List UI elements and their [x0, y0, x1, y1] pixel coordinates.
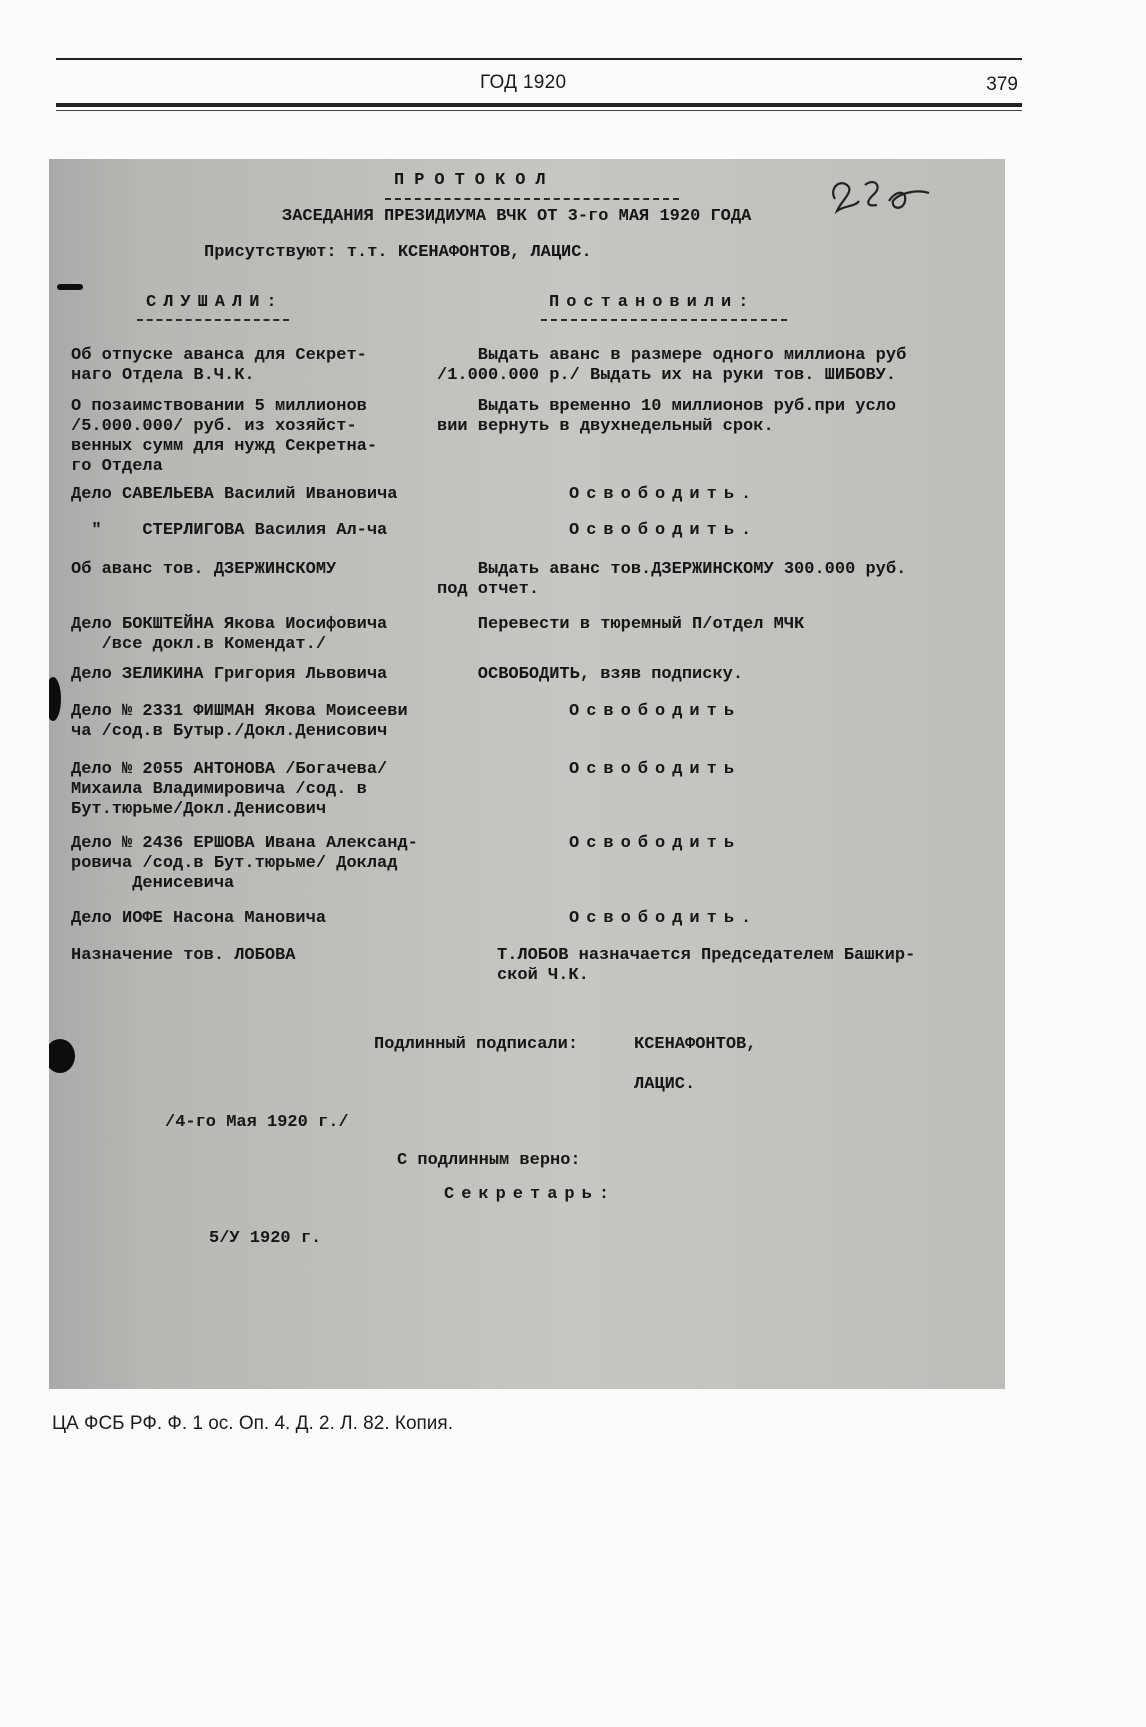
heard-item-11: Дело ИОФЕ Насона Мановича [71, 909, 327, 928]
decided-item-12: Т.ЛОБОВ назначается Председателем Башкир- ской Ч.К. [497, 946, 916, 985]
secretary-label: Секретарь: [444, 1185, 617, 1204]
header-top-rule [56, 58, 1022, 60]
decided-item-4: Освободить. [569, 521, 759, 540]
ink-blot [49, 1039, 75, 1073]
page-number: 379 [986, 74, 1018, 95]
heard-column-heading: СЛУШАЛИ: [146, 293, 284, 312]
archive-caption: ЦА ФСБ РФ. Ф. 1 ос. Оп. 4. Д. 2. Л. 82. Копия. [52, 1413, 453, 1434]
decided-column-heading: Постановили: [549, 293, 756, 312]
header-bottom-rule-thick [56, 103, 1022, 107]
heard-item-8: Дело № 2331 ФИШМАН Якова Моисееви ча /сод.в Бутыр./Докл.Денисович [71, 702, 408, 741]
heard-item-5: Об аванс тов. ДЗЕРЖИНСКОМУ [71, 560, 337, 579]
running-title: ГОД 1920 [480, 72, 567, 93]
decided-item-8: Освободить [569, 702, 742, 721]
decided-item-3: Освободить. [569, 485, 759, 504]
title-underline [385, 198, 679, 200]
protocol-date: /4-го Мая 1920 г./ [165, 1113, 349, 1132]
heard-item-1: Об отпуске аванса для Секрет- наго Отдела В.Ч.К. [71, 346, 367, 385]
decided-item-10: Освободить [569, 834, 742, 853]
heard-item-6: Дело БОКШТЕЙНА Якова Иосифовича /все докл.в Комендат./ [71, 615, 388, 654]
decided-item-7: ОСВОБОДИТЬ, взяв подписку. [437, 665, 744, 684]
decided-item-11: Освободить. [569, 909, 759, 928]
decided-item-2: Выдать временно 10 миллионов руб.при усло вии вернуть в двухнедельный срок. [437, 397, 897, 436]
decided-item-9: Освободить [569, 760, 742, 779]
scanned-document [49, 159, 1005, 1389]
copy-date: 5/У 1920 г. [209, 1229, 322, 1248]
heard-item-3: Дело САВЕЛЬЕВА Василий Ивановича [71, 485, 398, 504]
certification-line: С подлинным верно: [397, 1151, 581, 1170]
ink-mark [57, 284, 83, 290]
decided-item-5: Выдать аванс тов.ДЗЕРЖИНСКОМУ 300.000 руб. под отчет. [437, 560, 907, 599]
heard-item-7: Дело ЗЕЛИКИНА Григория Львовича [71, 665, 388, 684]
signer-2: ЛАЦИС. [634, 1075, 696, 1094]
document-title: ПРОТОКОЛ [394, 171, 556, 190]
decided-heading-underline [541, 319, 787, 321]
heard-heading-underline [137, 319, 289, 321]
handwritten-sheet-number [825, 171, 935, 221]
document-subtitle: ЗАСЕДАНИЯ ПРЕЗИДИУМА ВЧК ОТ 3-го МАЯ 1920 ГОДА [282, 207, 752, 226]
decided-item-6: Перевести в тюремный П/отдел МЧК [437, 615, 805, 634]
heard-item-4: " СТЕРЛИГОВА Василия Ал-ча [71, 521, 388, 540]
decided-item-1: Выдать аванс в размере одного миллиона руб /1.000.000 р./ Выдать их на руки тов. ШИБОВУ. [437, 346, 907, 385]
heard-item-9: Дело № 2055 АНТОНОВА /Богачева/ Михаила Владимировича /сод. в Бут.тюрьме/Докл.Денисович [71, 760, 388, 819]
heard-item-12: Назначение тов. ЛОБОВА [71, 946, 296, 965]
signer-1: КСЕНАФОНТОВ, [634, 1035, 757, 1054]
header-bottom-rule-thin [56, 110, 1022, 111]
attendees-line: Присутствуют: т.т. КСЕНАФОНТОВ, ЛАЦИС. [204, 243, 592, 262]
heard-item-2: О позаимствовании 5 миллионов /5.000.000/ руб. из хозяйст- венных сумм для нужд Секретна- го Отдела [71, 397, 378, 476]
signed-by-label: Подлинный подписали: [374, 1035, 579, 1054]
ink-blot [49, 677, 61, 721]
heard-item-10: Дело № 2436 ЕРШОВА Ивана Александ- ровича /сод.в Бут.тюрьме/ Доклад Денисевича [71, 834, 418, 893]
